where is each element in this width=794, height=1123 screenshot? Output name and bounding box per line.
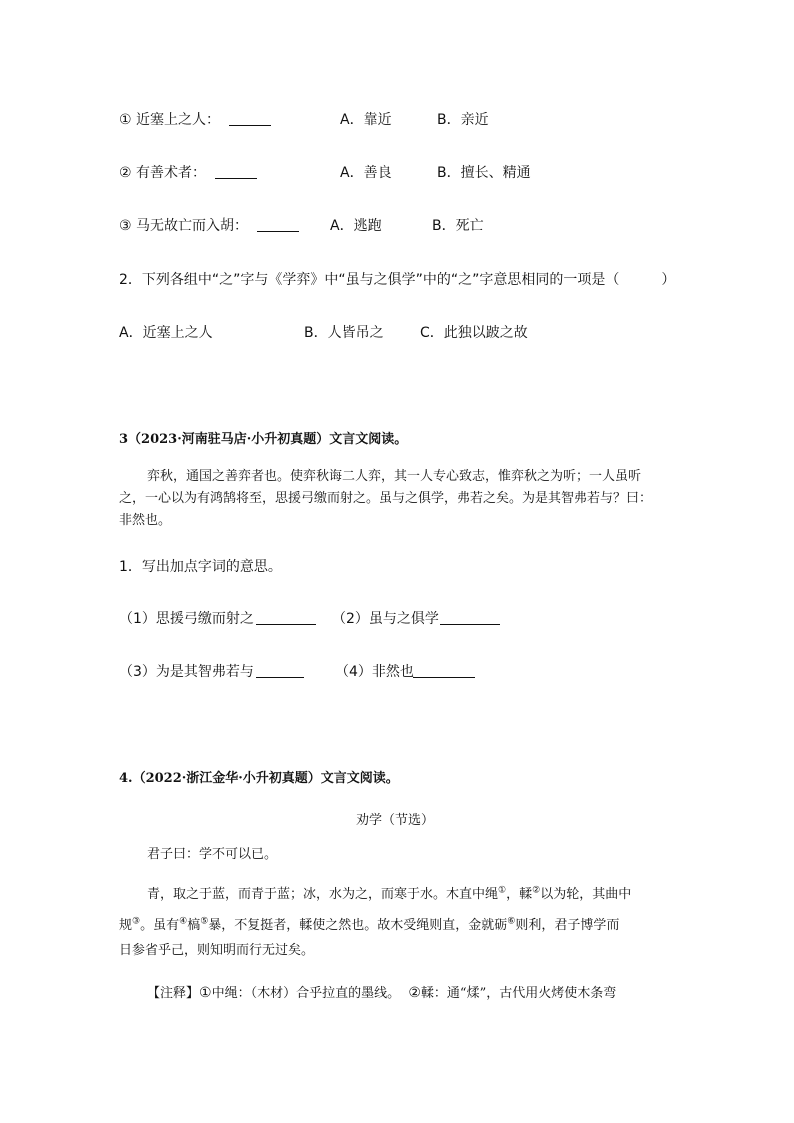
- q1-item-1-text: ① 近塞上之人：: [119, 112, 221, 128]
- note-mark-4: ④: [179, 916, 188, 927]
- q2-option-b[interactable]: B．人皆吊之: [304, 325, 384, 341]
- answer-blank[interactable]: [257, 217, 299, 232]
- answer-blank[interactable]: [215, 164, 257, 179]
- answer-blank[interactable]: [413, 663, 475, 678]
- note-mark-1: ①: [199, 985, 212, 1001]
- q1-item-3-option-b: B．死亡: [432, 218, 484, 234]
- answer-blank[interactable]: [440, 610, 500, 625]
- q2-text: 2．下列各组中“之”字与《学弈》中“虽与之俱学”中的“之”字意思相同的一项是（ ）: [119, 272, 676, 288]
- section-3-item-4: （4）非然也: [335, 664, 414, 680]
- q1-item-2-option-a: A．善良: [340, 165, 392, 181]
- note-mark-6: ⑥: [507, 916, 516, 927]
- note-1: 中绳：（木材）合乎拉直的墨线。: [211, 986, 401, 1001]
- q2-option-a[interactable]: A．近塞上之人: [119, 325, 213, 341]
- note-mark-5: ⑤: [200, 916, 209, 927]
- section-3-item-3: （3）为是其智弗若与: [119, 664, 254, 680]
- q1-item-2-text: ② 有善术者：: [119, 165, 207, 181]
- note-2: 輮：通“煣”，古代用火烤使木条弯: [420, 986, 617, 1001]
- passage-line-2: 之，一心以为有鸿鹄将至，思援弓缴而射之。虽与之俱学，弗若之矣。为是其智弗若与？曰：: [119, 491, 653, 506]
- notes-label: 【注释】: [147, 986, 200, 1001]
- section-3-item-1: （1）思援弓缴而射之: [119, 611, 254, 627]
- note-mark-3: ③: [132, 916, 141, 927]
- passage-line-1: 弈秋，通国之善弈者也。使弈秋诲二人弈，其一人专心致志，惟弈秋之为听；一人虽听: [147, 469, 642, 484]
- note-mark-1: ①: [498, 885, 507, 896]
- note-mark-2: ②: [408, 985, 421, 1001]
- answer-blank[interactable]: [256, 663, 304, 678]
- q2-option-c[interactable]: C．此独以跛之故: [420, 325, 528, 341]
- answer-blank[interactable]: [256, 610, 316, 625]
- q1-item-3-option-a: A．逃跑: [330, 218, 382, 234]
- section-3-item-2: （2）虽与之俱学: [332, 611, 439, 627]
- section-3-passage: [119, 466, 679, 532]
- q1-item-2-option-b: B．擅长、精通: [437, 165, 531, 181]
- note-mark-2: ②: [532, 885, 541, 896]
- answer-blank[interactable]: [229, 111, 271, 126]
- passage-line-3: 非然也。: [119, 513, 172, 528]
- q1-item-3-text: ③ 马无故亡而入胡：: [119, 218, 249, 234]
- q1-item-1-option-a: A．靠近: [340, 112, 392, 128]
- q1-item-1-option-b: B．亲近: [437, 112, 489, 128]
